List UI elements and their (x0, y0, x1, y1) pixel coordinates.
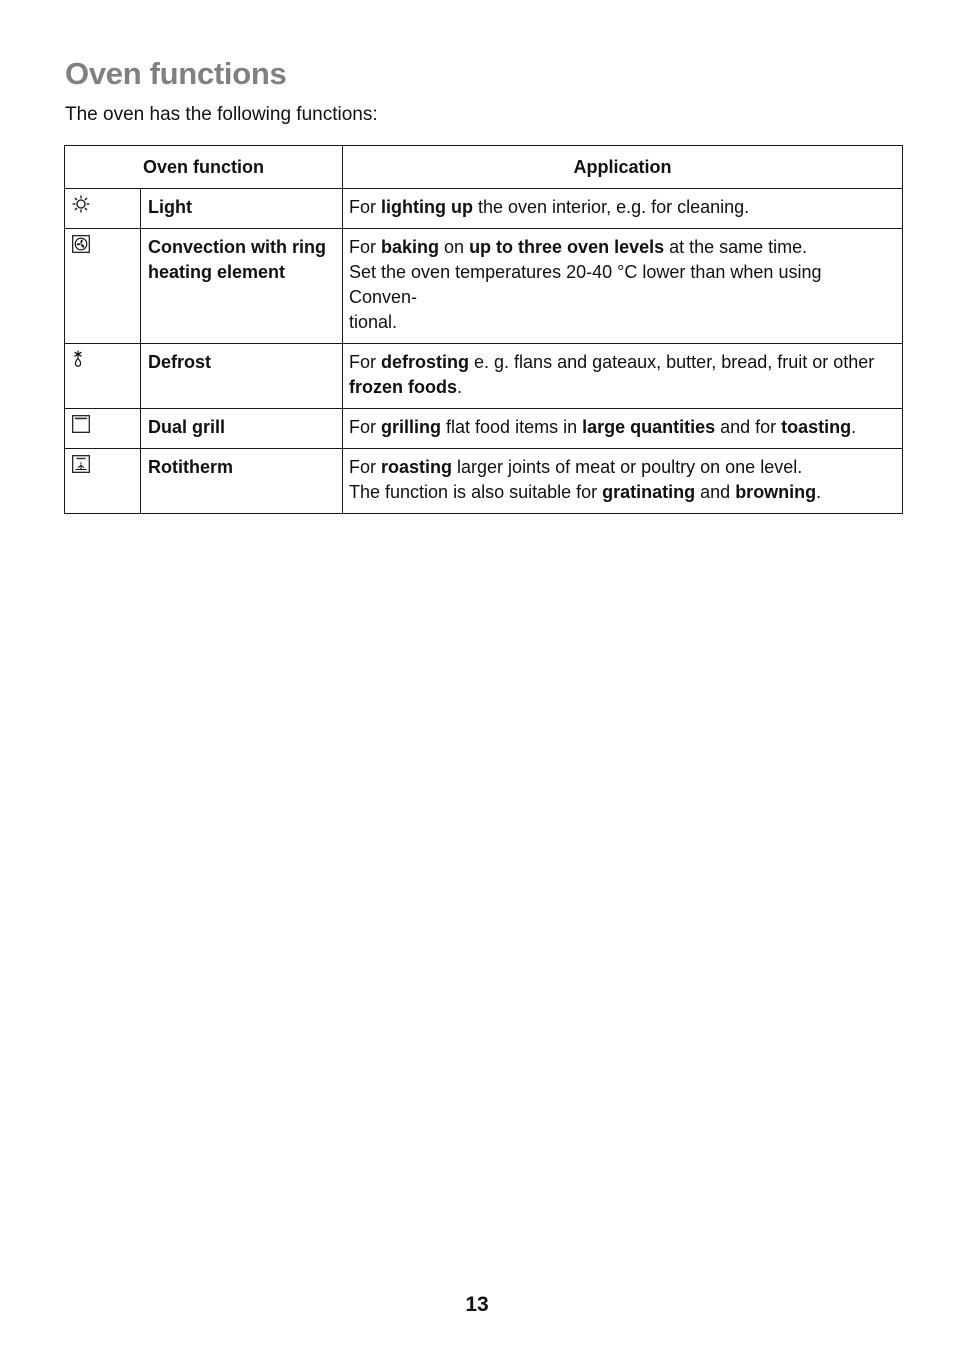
icon-cell (65, 189, 141, 229)
bold-phrase: gratinating (602, 482, 696, 502)
application-line (349, 260, 893, 310)
oven-functions-table (64, 145, 903, 514)
table-row (65, 229, 903, 344)
bold-phrase: grilling (381, 417, 442, 437)
text-run: For (349, 457, 382, 477)
text-run: flat food items in (441, 417, 583, 437)
table-row (65, 409, 903, 449)
text-run: and (695, 482, 736, 502)
text-run: larger joints of meat or poultry on one level. (452, 457, 803, 477)
function-name: Dual grill (141, 409, 343, 449)
table-row (65, 449, 903, 514)
text-run: . (851, 417, 857, 437)
application-text (343, 189, 903, 229)
bold-phrase: defrosting (381, 352, 470, 372)
application-line (349, 480, 893, 505)
bold-phrase: browning (735, 482, 817, 502)
bold-phrase: roasting (381, 457, 453, 477)
dual-grill-icon (72, 415, 90, 433)
header-application: Application (343, 146, 903, 189)
application-line (349, 310, 893, 335)
application-text (343, 449, 903, 514)
bold-phrase: frozen foods (349, 377, 457, 397)
function-name: Light (141, 189, 343, 229)
text-run: and for (715, 417, 782, 437)
function-name: Rotitherm (141, 449, 343, 514)
light-bulb-icon (72, 195, 90, 213)
table-header-row (65, 146, 903, 189)
bold-phrase: toasting (781, 417, 852, 437)
text-run: e. g. flans and gateaux, butter, bread, fruit or other (469, 352, 875, 372)
application-line (349, 455, 893, 480)
text-run: tional. (349, 312, 398, 332)
text-run: For (349, 352, 382, 372)
application-text (343, 229, 903, 344)
icon-cell (65, 409, 141, 449)
text-run: For (349, 197, 382, 217)
icon-cell (65, 229, 141, 344)
text-run: Set the oven temperatures 20-40 °C lower than when using Conven- (349, 262, 822, 307)
text-run: on (439, 237, 470, 257)
table-row (65, 344, 903, 409)
page-number: 13 (465, 1293, 489, 1316)
bold-phrase: lighting up (381, 197, 473, 217)
text-run: . (457, 377, 463, 397)
table-row (65, 189, 903, 229)
rotitherm-icon (72, 455, 90, 473)
fan-icon (72, 235, 90, 253)
application-text (343, 409, 903, 449)
application-line (349, 375, 893, 400)
application-line (349, 415, 893, 440)
defrost-icon (72, 350, 90, 368)
application-text (343, 344, 903, 409)
function-name: Defrost (141, 344, 343, 409)
text-run: The function is also suitable for (349, 482, 603, 502)
text-run: For (349, 237, 382, 257)
function-name: Convection with ring heating element (141, 229, 343, 344)
icon-cell (65, 449, 141, 514)
text-run: the oven interior, e.g. for cleaning. (472, 197, 750, 217)
application-line (349, 195, 893, 220)
application-line (349, 235, 893, 260)
application-line (349, 350, 893, 375)
text-run: . (816, 482, 822, 502)
intro-text: The oven has the following functions: (65, 104, 378, 125)
bold-phrase: baking (381, 237, 440, 257)
bold-phrase: up to three oven levels (469, 237, 665, 257)
bold-phrase: large quantities (582, 417, 716, 437)
text-run: For (349, 417, 382, 437)
page-title: Oven functions (65, 56, 287, 91)
icon-cell (65, 344, 141, 409)
text-run: at the same time. (664, 237, 808, 257)
header-oven-function: Oven function (65, 146, 343, 189)
